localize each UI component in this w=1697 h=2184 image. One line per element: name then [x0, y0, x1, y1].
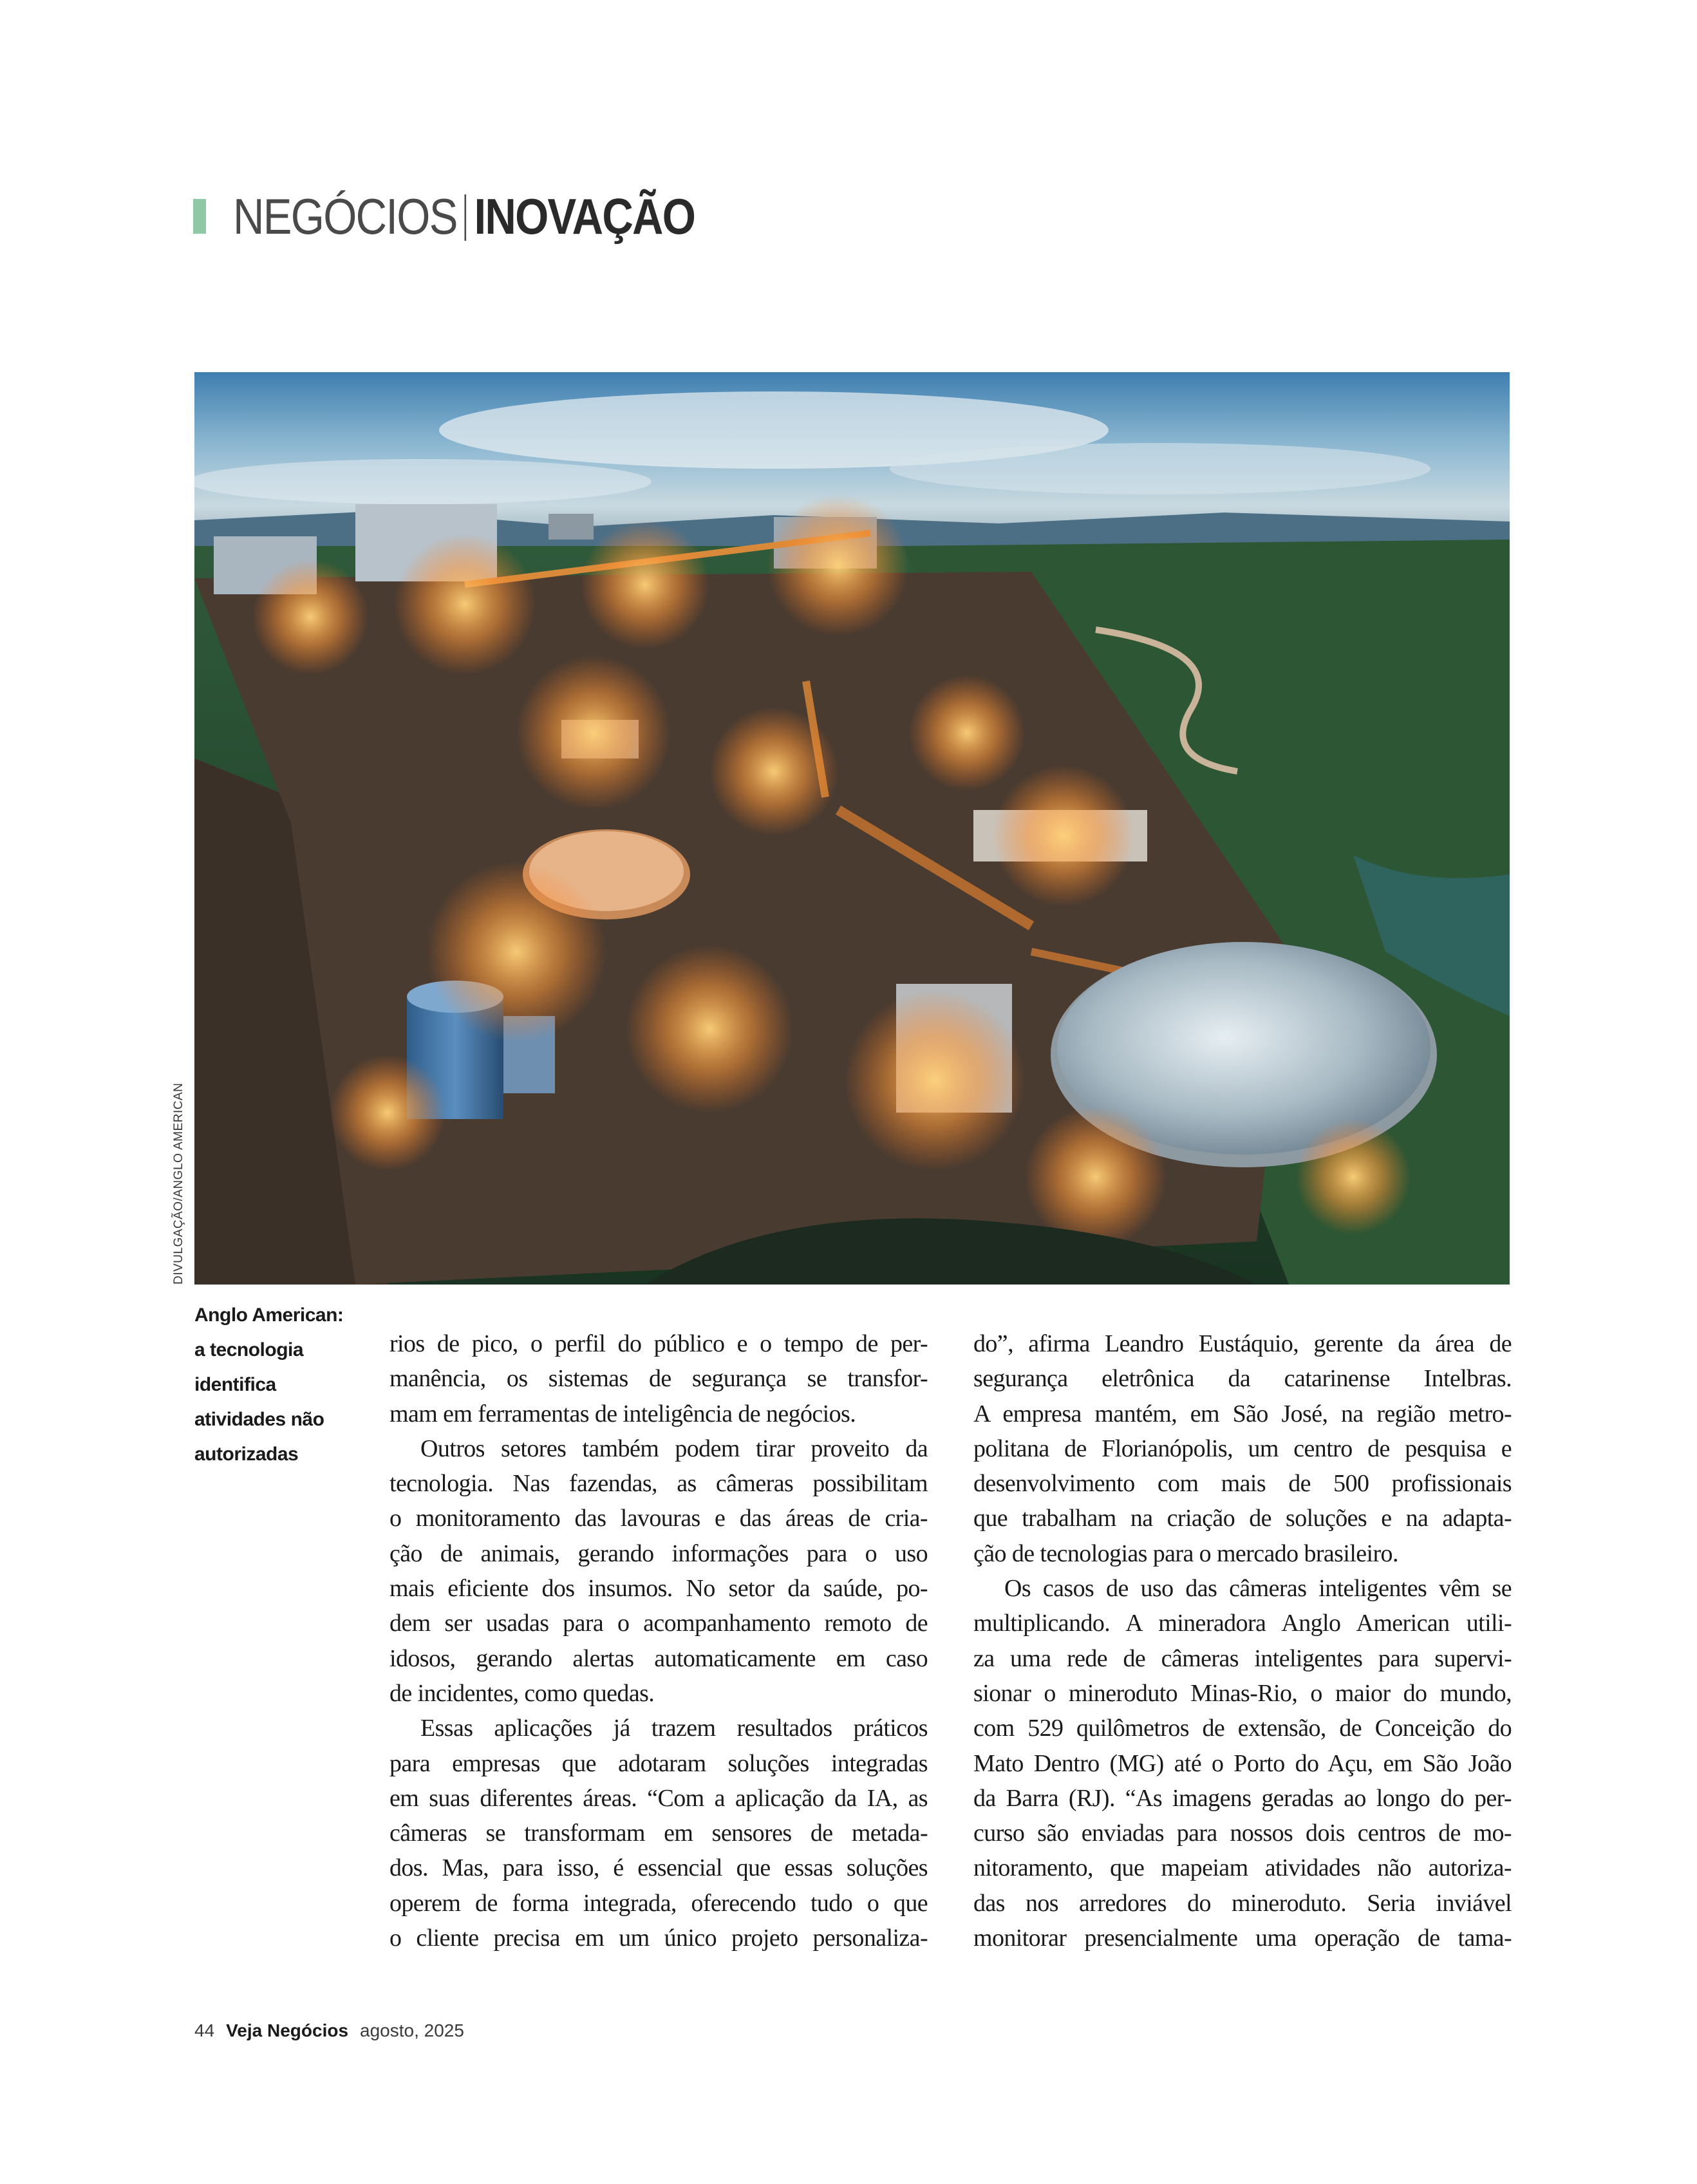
caption-line: Anglo American: — [194, 1304, 344, 1326]
photo-caption — [194, 1298, 362, 1472]
magazine-name: Veja Negócios — [226, 2020, 349, 2040]
text-line: Mato Dentro (MG) até o Porto do Açu, em São João — [973, 1749, 1512, 1777]
caption-line: a tecnologia — [194, 1339, 304, 1360]
text-line: Outros setores também podem tirar proveito da — [420, 1435, 928, 1462]
text-line: das nos arredores do mineroduto. Seria inviável — [973, 1889, 1512, 1917]
text-line: ção de tecnologias para o mercado brasileiro. — [973, 1539, 1398, 1567]
text-line: multiplicando. A mineradora Anglo American utili- — [973, 1610, 1512, 1637]
text-line: mam em ferramentas de inteligência de negócios. — [389, 1400, 856, 1427]
text-line: que trabalham na criação de soluções e na adapta- — [973, 1505, 1512, 1532]
caption-line: atividades não — [194, 1409, 324, 1430]
text-line: Os casos de uso das câmeras inteligentes vêm se — [1004, 1575, 1512, 1603]
section-header — [193, 184, 770, 249]
section-divider — [465, 194, 467, 241]
text-line: câmeras se transformam em sensores de metada- — [389, 1820, 928, 1847]
text-line: idosos, gerando alertas automaticamente em caso — [389, 1644, 928, 1672]
text-line: rios de pico, o perfil do público e o tempo de per- — [389, 1330, 928, 1357]
text-line: dos. Mas, para isso, é essencial que essas soluções — [389, 1854, 928, 1882]
text-line: curso são enviadas para nossos dois centros de mo- — [973, 1820, 1512, 1847]
text-line: operem de forma integrada, oferecendo tudo o que — [389, 1889, 928, 1917]
text-line: tecnologia. Nas fazendas, as câmeras possibilitam — [389, 1470, 928, 1498]
page-footer — [194, 2020, 464, 2041]
section-title — [233, 187, 695, 246]
text-line: da Barra (RJ). “As imagens geradas ao longo do per- — [973, 1784, 1512, 1812]
photo-credit: DIVULGAÇÃO/ANGLO AMERICAN — [172, 1082, 185, 1285]
text-line: Essas aplicações já trazem resultados práticos — [420, 1715, 928, 1742]
mining-plant-illustration — [194, 372, 1510, 1285]
text-line: A empresa mantém, em São José, na região metro- — [973, 1400, 1512, 1427]
caption-line: autorizadas — [194, 1444, 299, 1465]
text-line: segurança eletrônica da catarinense Intelbras. — [973, 1365, 1512, 1393]
issue-date: agosto, 2025 — [360, 2020, 464, 2040]
text-line: sionar o mineroduto Minas-Rio, o maior do mundo, — [973, 1679, 1512, 1707]
text-line: em suas diferentes áreas. “Com a aplicação da IA, as — [389, 1784, 928, 1812]
text-line: com 529 quilômetros de extensão, de Conceição do — [973, 1715, 1512, 1742]
text-line: dem ser usadas para o acompanhamento remoto de — [389, 1610, 928, 1637]
article-photo — [194, 372, 1510, 1285]
text-line: ção de animais, gerando informações para o uso — [389, 1539, 928, 1567]
text-line: politana de Florianópolis, um centro de pesquisa e — [973, 1435, 1512, 1462]
text-line: o monitoramento das lavouras e das áreas de cria- — [389, 1505, 928, 1532]
article-column-right — [973, 1326, 1512, 1955]
text-line: za uma rede de câmeras inteligentes para supervi- — [973, 1644, 1512, 1672]
text-line: para empresas que adotaram soluções integradas — [389, 1749, 928, 1777]
text-line: de incidentes, como quedas. — [389, 1679, 655, 1707]
article-column-left — [389, 1326, 928, 1955]
text-line: nitoramento, que mapeiam atividades não autoriza- — [973, 1854, 1512, 1882]
text-line: mais eficiente dos insumos. No setor da saúde, po- — [389, 1575, 928, 1603]
page-number: 44 — [194, 2020, 215, 2040]
section-accent-bar — [193, 199, 206, 234]
text-line: o cliente precisa em um único projeto personaliza- — [389, 1925, 928, 1952]
text-line: desenvolvimento com mais de 500 profissionais — [973, 1470, 1512, 1498]
subsection-label: INOVAÇÃO — [474, 187, 695, 245]
text-line: do”, afirma Leandro Eustáquio, gerente da área de — [973, 1330, 1512, 1357]
caption-line: identifica — [194, 1374, 276, 1395]
text-line: manência, os sistemas de segurança se transfor- — [389, 1365, 928, 1393]
section-label: NEGÓCIOS — [233, 187, 457, 245]
text-line: monitorar presencialmente uma operação de tama- — [973, 1925, 1512, 1952]
